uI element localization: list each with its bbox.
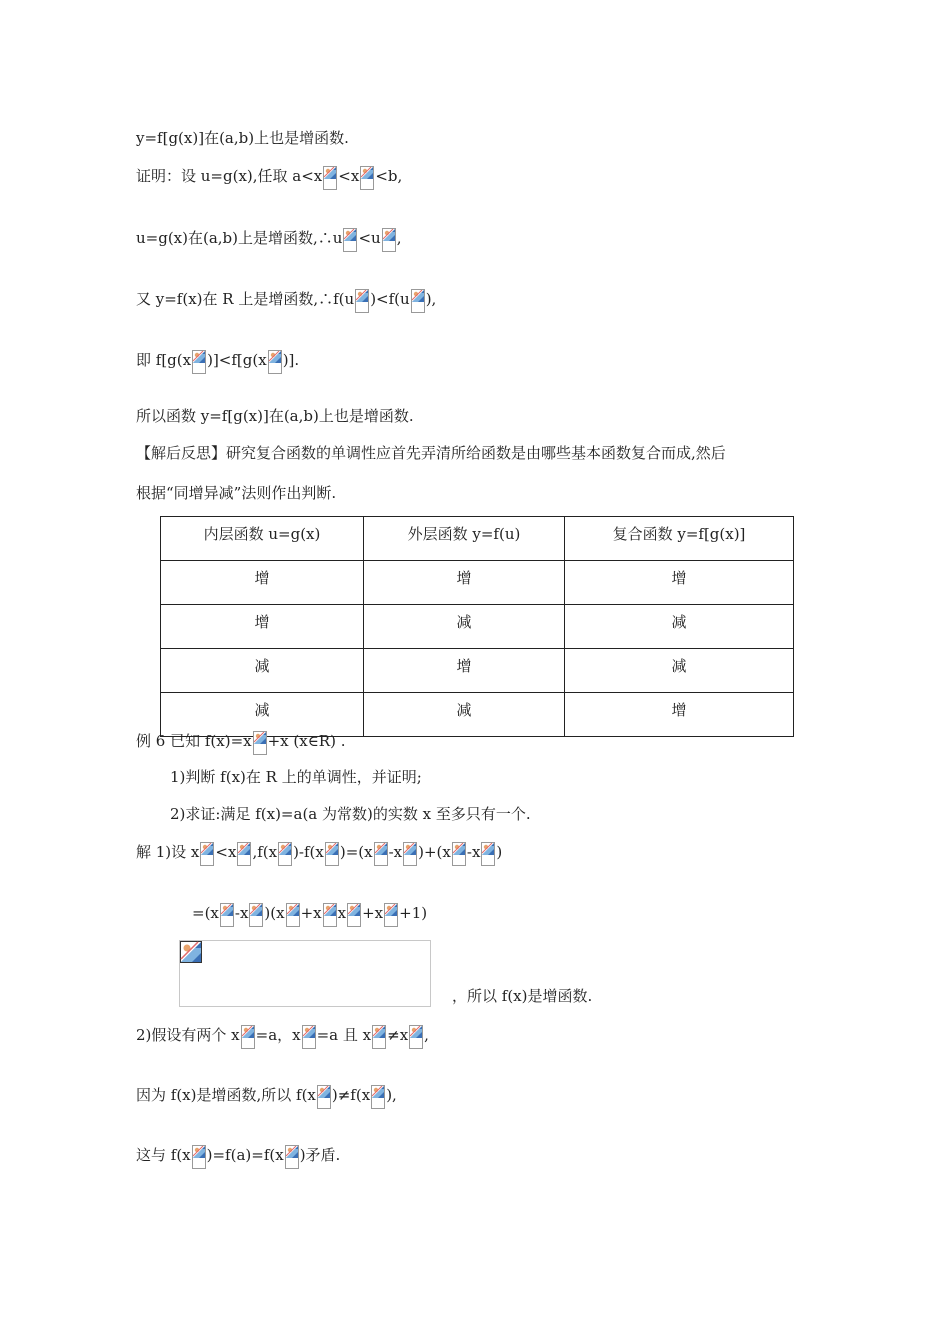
table-cell: 增 [565, 693, 794, 737]
broken-image-icon [374, 842, 388, 866]
text-line: u=g(x)在(a,b)上是增函数,∴u <u , [136, 228, 401, 252]
table-row [161, 693, 794, 737]
broken-image-icon [237, 842, 251, 866]
broken-image-icon [302, 1025, 316, 1049]
composition-rule-table [160, 516, 794, 737]
broken-image-icon [241, 1025, 255, 1049]
table-row [161, 605, 794, 649]
table-header: 复合函数 y=f[g(x)] [565, 517, 794, 561]
broken-image-icon [278, 842, 292, 866]
text-line: 2)假设有两个 x =a，x =a 且 x ≠x , [136, 1025, 429, 1049]
broken-image-icon [180, 941, 202, 963]
table-header: 内层函数 u=g(x) [161, 517, 364, 561]
broken-image-icon [411, 289, 425, 313]
broken-image-icon [249, 903, 263, 927]
table-cell: 增 [364, 561, 565, 605]
broken-image-icon [403, 842, 417, 866]
text-line: 这与 f(x )=f(a)=f(x )矛盾. [136, 1145, 340, 1169]
broken-image-icon [220, 903, 234, 927]
table-cell: 增 [161, 605, 364, 649]
text-line: 即 f[g(x )]<f[g(x )]. [136, 350, 299, 374]
broken-image-icon [481, 842, 495, 866]
broken-image-icon [286, 903, 300, 927]
broken-image-icon [384, 903, 398, 927]
table-cell: 减 [364, 693, 565, 737]
broken-image-icon [253, 731, 267, 755]
broken-image-icon [317, 1085, 331, 1109]
text-line: 所以函数 y=f[g(x)]在(a,b)上也是增函数. [136, 407, 414, 425]
broken-image-icon [372, 1025, 386, 1049]
broken-image-icon [285, 1145, 299, 1169]
text-line: 1)判断 f(x)在 R 上的单调性，并证明; [170, 768, 422, 786]
broken-image-icon [360, 166, 374, 190]
table-cell: 增 [161, 561, 364, 605]
table-cell: 减 [565, 649, 794, 693]
broken-image-icon [452, 842, 466, 866]
formula-image-placeholder [179, 940, 431, 1007]
broken-image-icon [382, 228, 396, 252]
table-cell: 增 [364, 649, 565, 693]
text-line: 解 1)设 x <x ,f(x )-f(x )=(x -x )+(x -x ) [136, 842, 502, 866]
broken-image-icon [323, 903, 337, 927]
table-cell: 减 [364, 605, 565, 649]
text-line: 根据“同增异减”法则作出判断. [136, 484, 337, 502]
text-line: 又 y=f(x)在 R 上是增函数,∴f(u )<f(u ), [136, 289, 436, 313]
broken-image-icon [192, 1145, 206, 1169]
broken-image-icon [200, 842, 214, 866]
broken-image-icon [409, 1025, 423, 1049]
table-header: 外层函数 y=f(u) [364, 517, 565, 561]
text-line: 证明：设 u=g(x),任取 a<x <x <b, [136, 166, 402, 190]
text-line: y=f[g(x)]在(a,b)上也是增函数. [136, 129, 349, 147]
table-cell: 增 [565, 561, 794, 605]
text-line: ，所以 f(x)是增函数. [452, 987, 593, 1005]
broken-image-icon [325, 842, 339, 866]
broken-image-icon [355, 289, 369, 313]
broken-image-icon [268, 350, 282, 374]
broken-image-icon [323, 166, 337, 190]
broken-image-icon [371, 1085, 385, 1109]
text-line: =(x -x )(x +x x +x +1) [192, 903, 427, 927]
text-line: 2)求证:满足 f(x)=a(a 为常数)的实数 x 至多只有一个. [170, 805, 531, 823]
table-row [161, 561, 794, 605]
text-line: 例 6 已知 f(x)=x +x (x∈R) . [136, 731, 346, 755]
broken-image-icon [347, 903, 361, 927]
table-header-row [161, 517, 794, 561]
broken-image-icon [343, 228, 357, 252]
table-cell: 减 [161, 649, 364, 693]
table-cell: 减 [565, 605, 794, 649]
text-line: 【解后反思】研究复合函数的单调性应首先弄清所给函数是由哪些基本函数复合而成,然后 [136, 444, 726, 462]
text-line: 因为 f(x)是增函数,所以 f(x )≠f(x ), [136, 1085, 397, 1109]
broken-image-icon [192, 350, 206, 374]
table-row [161, 649, 794, 693]
table-cell: 减 [161, 693, 364, 737]
